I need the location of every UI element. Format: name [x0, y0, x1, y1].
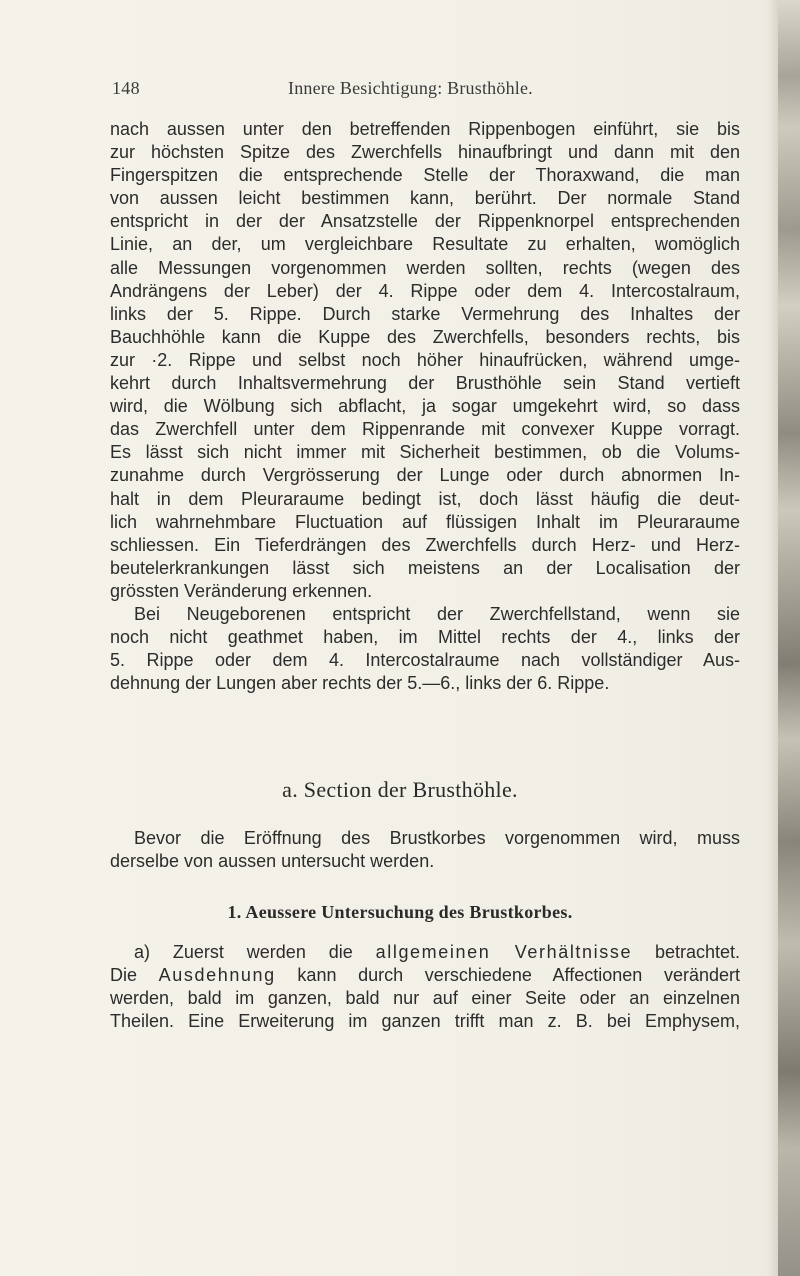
text-segment: a) Zuerst werden die [134, 942, 376, 962]
text-segment: kann durch verschiedene Affectionen verändert [275, 965, 740, 986]
text-line: von aussen leicht bestimmen kann, berührt. Der normale Stand [110, 188, 740, 209]
text-line: wird, die Wölbung sich abflacht, ja sogar umgekehrt wird, so dass [110, 396, 740, 417]
text-line: derselbe von aussen untersucht werden. [110, 851, 435, 872]
text-line: werden, bald im ganzen, bald nur auf einer Seite oder an einzelnen [110, 988, 740, 1009]
text-line: grössten Veränderung erkennen. [110, 580, 373, 601]
page-number: 148 [112, 78, 140, 98]
section-heading: a. Section der Brusthöhle. [282, 777, 518, 802]
page-edge-shadow [768, 0, 778, 1276]
text-line: zur höchsten Spitze des Zwerchfells hinaufbringt und dann mit den [110, 142, 740, 163]
page-edge [778, 0, 800, 1276]
text-segment: betrachtet. [632, 942, 741, 962]
text-line: Bei Neugeborenen entspricht der Zwerchfellstand, wenn sie [134, 604, 740, 624]
text-line: Bauchhöhle kann die Kuppe des Zwerchfells, besonders rechts, bis [110, 326, 740, 347]
emphasized-text: Ausdehnung [158, 965, 276, 986]
text-line: kehrt durch Inhaltsvermehrung der Brusthöhle sein Stand vertieft [110, 373, 740, 394]
text-line: Theilen. Eine Erweiterung im ganzen trifft man z. B. bei Emphysem, [110, 1011, 740, 1032]
text-line: beutelerkrankungen lässt sich meistens an der Localisation der [110, 557, 740, 578]
text-line: links der 5. Rippe. Durch starke Vermehrung des Inhaltes der [110, 303, 740, 324]
text-line: lich wahrnehmbare Fluctuation auf flüssigen Inhalt im Pleuraraume [110, 511, 740, 532]
paragraph-3 [110, 827, 740, 873]
text-line: das Zwerchfell unter dem Rippenrande mit convexer Kuppe vorragt. [110, 419, 740, 440]
text-line: zur ·2. Rippe und selbst noch höher hinaufrücken, während umge- [110, 349, 740, 370]
text-line: nach aussen unter den betreffenden Rippenbogen einführt, sie bis [110, 119, 740, 139]
page-header [112, 78, 712, 108]
text-line: alle Messungen vorgenommen werden sollten, rechts (wegen des [110, 257, 740, 278]
paragraph-2 [110, 603, 740, 695]
text-line: halt in dem Pleuraraume bedingt ist, doch lässt häufig die deut- [110, 488, 740, 509]
text-line: Fingerspitzen die entsprechende Stelle der Thoraxwand, die man [110, 165, 740, 186]
text-line: Es lässt sich nicht immer mit Sicherheit bestimmen, ob die Volums- [110, 442, 740, 463]
emphasized-text: allgemeinen Verhältnisse [375, 942, 633, 962]
text-line: 5. Rippe oder dem 4. Intercostalraume nach vollständiger Aus- [110, 650, 740, 671]
text-line: dehnung der Lungen aber rechts der 5.—6., links der 6. Rippe. [110, 673, 610, 694]
text-line: Andrängens der Leber) der 4. Rippe oder dem 4. Intercostalraum, [110, 280, 740, 301]
text-line: zunahme durch Vergrösserung der Lunge oder durch abnormen In- [110, 465, 740, 486]
text-line [110, 941, 740, 964]
subsection-heading: 1. Aeussere Untersuchung des Brustkorbes. [227, 902, 573, 922]
text-line: schliessen. Ein Tieferdrängen des Zwerchfells durch Herz- und Herz- [110, 534, 740, 555]
text-line: entspricht in der der Ansatzstelle der Rippenknorpel entsprechenden [110, 211, 740, 232]
paragraph-1 [110, 118, 740, 603]
text-line: noch nicht geathmet haben, im Mittel rechts der 4., links der [110, 627, 740, 648]
text-line [110, 964, 740, 987]
text-segment: Die [110, 965, 159, 986]
paragraph-4 [110, 941, 740, 1033]
text-line: Bevor die Eröffnung des Brustkorbes vorgenommen wird, muss [134, 828, 740, 848]
text-line: Linie, an der, um vergleichbare Resultate zu erhalten, womöglich [110, 234, 740, 255]
running-title: Innere Besichtigung: Brusthöhle. [288, 78, 533, 98]
